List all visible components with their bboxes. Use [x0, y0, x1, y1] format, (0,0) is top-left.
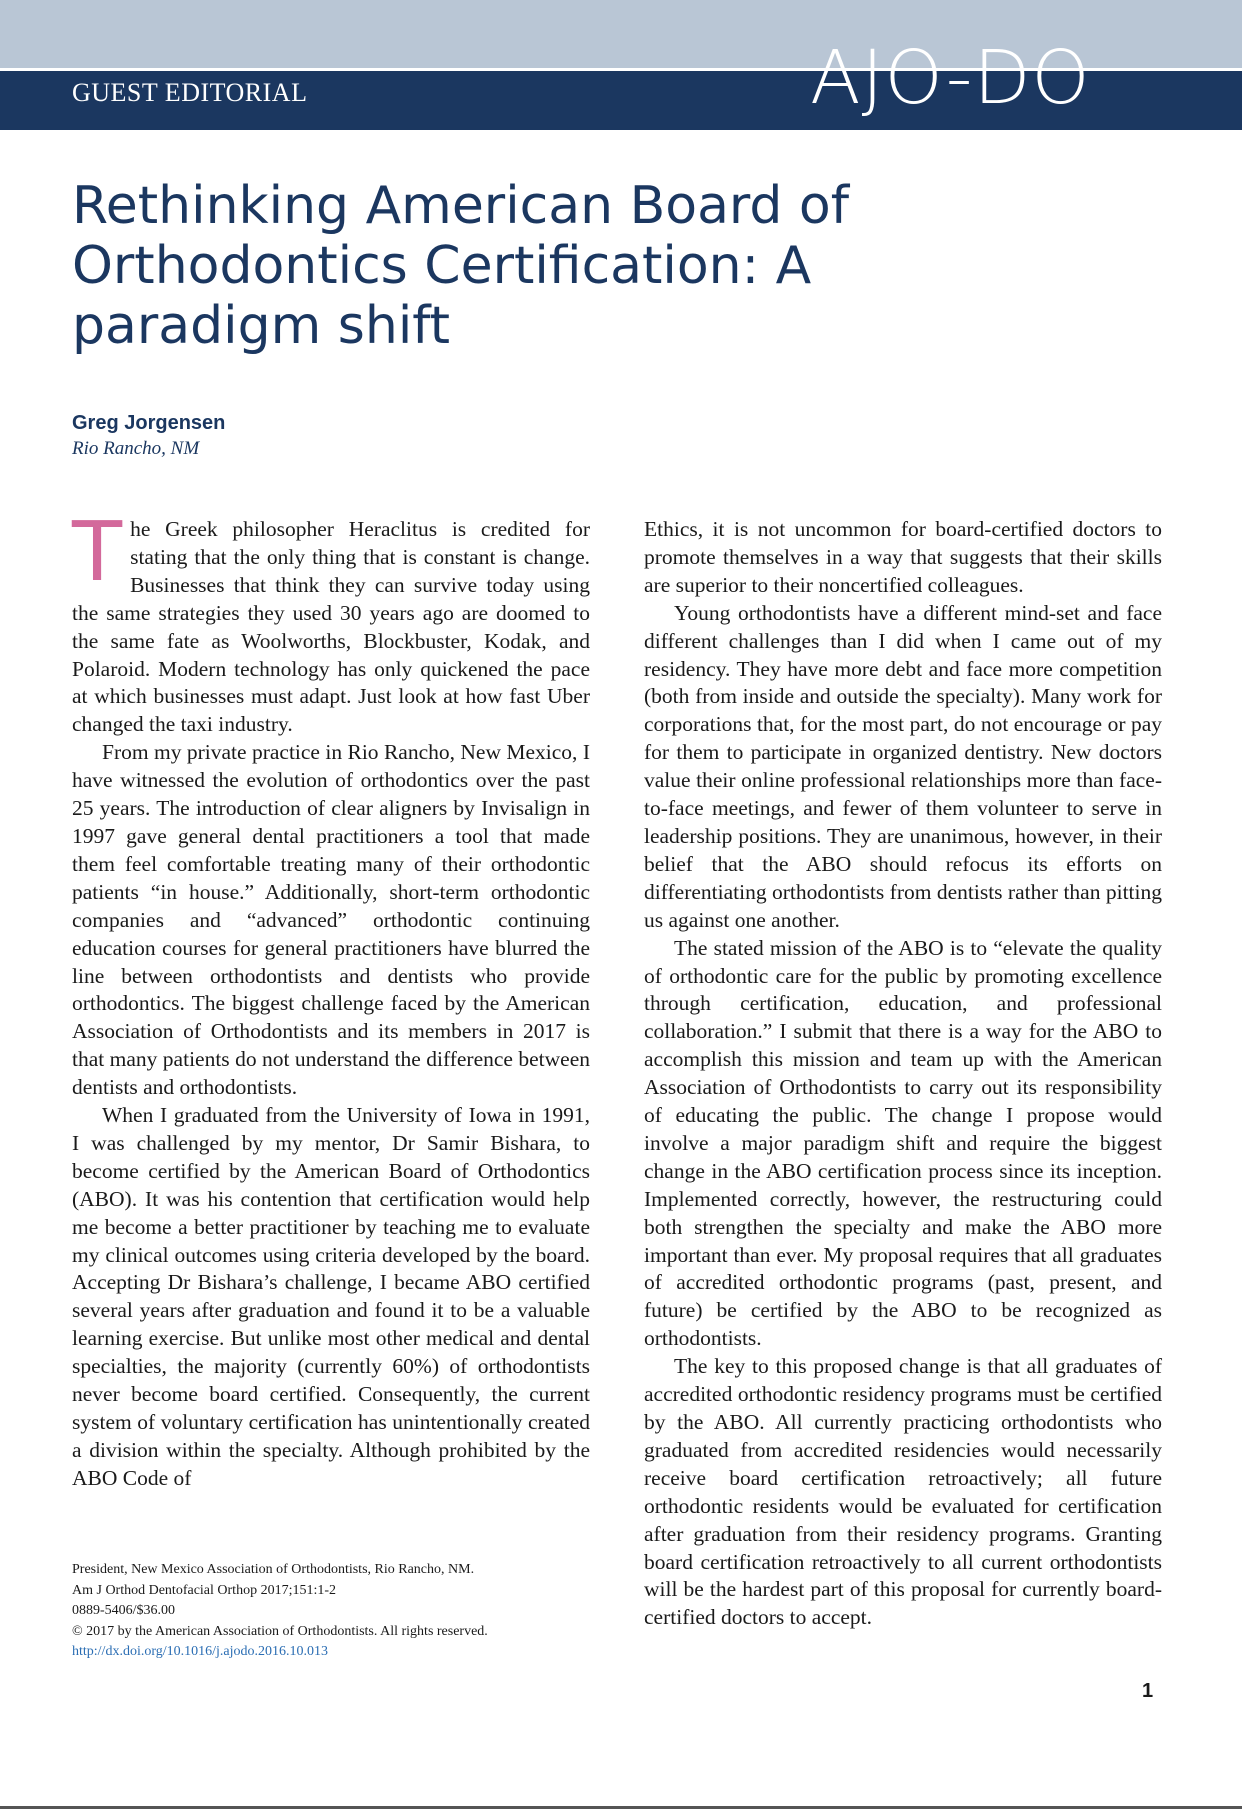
body-column-right: [644, 516, 1162, 1632]
paragraph: The stated mission of the ABO is to “elevate the quality of orthodontic care for the public by promoting excellence through certification, education, and professional collaboration.” I submit that there is a way for the ABO to accomplish this mission and team up with the American Association of Orthodontists to carry out its responsibility of educating the public. The change I propose would involve a major paradigm shift and require the biggest change in the ABO certification process since its inception. Implemented correctly, however, the restructuring could both strengthen the specialty and make the ABO more important than ever. My proposal requires that all graduates of accredited orthodontic programs (past, present, and future) be certified by the ABO to be recognized as orthodontists.: [644, 935, 1162, 1351]
paragraph: The key to this proposed change is that all graduates of accredited orthodontic residency programs must be certified by the ABO. All currently practicing orthodontists who graduated from accredited residencies would necessarily receive board certification retroactively; all future orthodontic residents would be evaluated for certification after graduation from their residency programs. Granting board certification retroactively to all current orthodontists will be the hardest part of this proposal for currently board-certified doctors to accept.: [644, 1354, 1162, 1630]
paragraph-text: he Greek philosopher Heraclitus is credited for stating that the only thing that is constant is change. Businesses that think they can survive today using the same strategies they used 30 years ago are doomed to the same fate as Woolworths, Blockbuster, Kodak, and Polaroid. Modern technology has only quickened the pace at which businesses must adapt. Just look at how fast Uber changed the taxi industry.: [72, 517, 590, 737]
paragraph: From my private practice in Rio Rancho, New Mexico, I have witnessed the evolution of orthodontics over the past 25 years. The introduction of clear aligners by Invisalign in 1997 gave general dental practitioners a tool that made them feel comfortable treating many of their orthodontic patients “in house.” Additionally, short-term orthodontic companies and “advanced” orthodontic continuing education courses for general practitioners have blurred the line between orthodontists and dentists who provide orthodontics. The biggest challenge faced by the American Association of Orthodontists and its members in 2017 is that many patients do not understand the difference between dentists and orthodontists.: [72, 740, 590, 1100]
paragraph: When I graduated from the University of Iowa in 1991, I was challenged by my mentor, Dr Samir Bishara, to become certified by the American Board of Orthodontics (ABO). It was his contention that certification would help me become a better practitioner by teaching me to evaluate my clinical outcomes using criteria developed by the board. Accepting Dr Bishara’s challenge, I became ABO certified several years after graduation and found it to be a valuable learning exercise. But unlike most other medical and dental specialties, the majority (currently 60%) of orthodontists never become board certified. Consequently, the current system of voluntary certification has unintentionally created a division within the specialty. Although prohibited by the ABO Code of: [72, 1103, 590, 1490]
drop-cap: T: [72, 505, 123, 600]
paragraph: Young orthodontists have a different mind-set and face different challenges than I did when I came out of my residency. They have more debt and face more competition (both from inside and outside the specialty). Many work for corporations that, for the most part, do not encourage or pay for them to participate in organized dentistry. New doctors value their online professional relationships more than face-to-face meetings, and fewer of them volunteer to serve in leadership positions. They are unanimous, however, in their belief that the ABO should refocus its efforts on differentiating orthodontists from dentists rather than pitting us against one another.: [644, 600, 1162, 932]
author-name: Greg Jorgensen: [72, 412, 226, 434]
journal-citation: Am J Orthod Dentofacial Orthop 2017;151:1-2: [72, 1582, 337, 1598]
bottom-rule: [0, 1806, 1242, 1809]
copyright: © 2017 by the American Association of Orthodontists. All rights reserved.: [72, 1623, 488, 1639]
paragraph: Ethics, it is not uncommon for board-certified doctors to promote themselves in a way that suggests that their skills are superior to their noncertified colleagues.: [644, 517, 1162, 597]
page-number: 1: [1142, 1680, 1154, 1702]
author-affiliation: Rio Rancho, NM: [72, 438, 200, 459]
paragraph: [72, 505, 590, 739]
author-position: President, New Mexico Association of Orthodontists, Rio Rancho, NM.: [72, 1562, 475, 1577]
journal-logo: AJO-DO: [810, 35, 1091, 121]
section-label: GUEST EDITORIAL: [72, 78, 308, 107]
footnote: [72, 1560, 592, 1663]
body-column-left: [72, 505, 590, 1493]
article-title: Rethinking American Board of Orthodontics Certification: A paradigm shift: [72, 176, 850, 356]
doi-link[interactable]: http://dx.doi.org/10.1016/j.ajodo.2016.10.013: [72, 1644, 329, 1659]
issn: 0889-5406/$36.00: [72, 1603, 176, 1618]
